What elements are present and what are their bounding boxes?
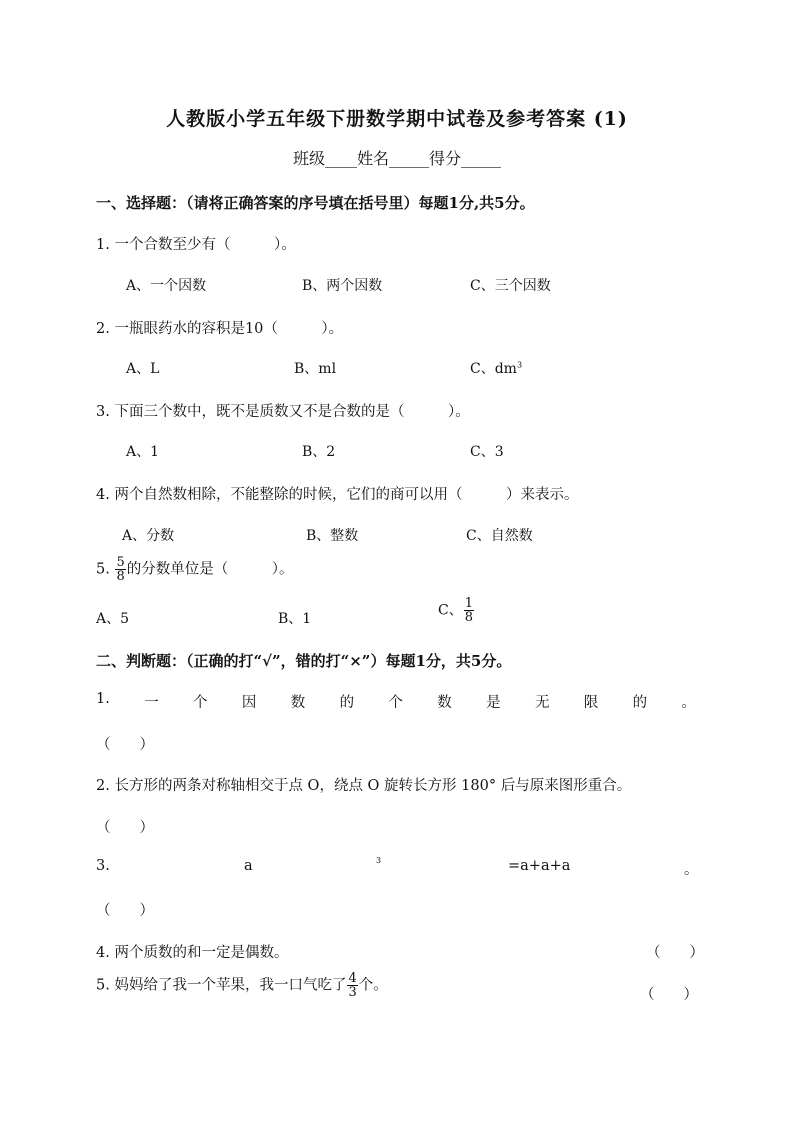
answer-paren-2-5[interactable]: （ ） bbox=[640, 987, 698, 1003]
student-info-line: 班级____姓名_____得分_____ bbox=[292, 149, 501, 168]
judge-question-2: 2. 长方形的两条对称轴相交于点 O，绕点 O 旋转长方形 180° 后与原来图形重合。 bbox=[96, 778, 632, 794]
question-1-3: 3. 下面三个数中，既不是质数又不是合数的是（ ）。 bbox=[96, 404, 470, 420]
option-1-3-a: A、1 bbox=[126, 444, 160, 460]
answer-paren-2-3[interactable]: （ ） bbox=[96, 903, 154, 919]
page-title: 人教版小学五年级下册数学期中试卷及参考答案 (1) bbox=[166, 108, 628, 130]
question-1-4: 4. 两个自然数相除，不能整除的时候，它们的商可以用（ ）来表示。 bbox=[96, 487, 579, 503]
option-1-4-a: A、分数 bbox=[122, 528, 175, 544]
option-1-5-c: C、 $\frac{1}{8}$ bbox=[438, 596, 473, 625]
superscript-3: 3 bbox=[516, 360, 523, 370]
judge-question-5: 5. 妈妈给了我一个苹果，我一口气吃了 $\frac{4}{3}$ 个。 bbox=[96, 971, 388, 1000]
section-1-heading: 一、选择题：（请将正确答案的序号填在括号里）每题1分,共5分。 bbox=[96, 194, 535, 212]
fraction-5-8: $\frac{5}{8}$ bbox=[116, 555, 125, 584]
question-1-5: 5. $\frac{5}{8}$ 的分数单位是（ ）。 bbox=[96, 555, 294, 584]
answer-paren-2-2[interactable]: （ ） bbox=[96, 820, 154, 836]
fraction-4-3: $\frac{4}{3}$ bbox=[348, 971, 357, 1000]
option-1-3-c: C、3 bbox=[470, 444, 504, 460]
option-1-5-a: A、5 bbox=[96, 611, 130, 627]
option-1-2-c: C、$dm^3$ bbox=[470, 360, 523, 377]
question-1-2: 2. 一瓶眼药水的容积是10（ ）。 bbox=[96, 321, 344, 337]
judge-question-3-exponent: 3 bbox=[376, 856, 382, 865]
option-1-4-c: C、自然数 bbox=[466, 528, 533, 544]
judge-question-3-number: 3. bbox=[96, 858, 110, 874]
question-1-1: 1. 一个合数至少有（ ）。 bbox=[96, 237, 296, 253]
option-1-1-a: A、一个因数 bbox=[126, 278, 207, 294]
section-2-heading: 二、判断题：（正确的打“√”，错的打“×”）每题1分，共5分。 bbox=[96, 652, 512, 670]
fraction-1-8: $\frac{1}{8}$ bbox=[464, 596, 473, 625]
judge-question-4: 4. 两个质数的和一定是偶数。 bbox=[96, 945, 289, 961]
option-1-3-b: B、2 bbox=[302, 444, 336, 460]
option-1-5-b: B、1 bbox=[278, 611, 312, 627]
option-1-2-b: B、ml bbox=[294, 361, 337, 377]
option-1-1-c: C、三个因数 bbox=[470, 278, 551, 294]
answer-paren-2-1[interactable]: （ ） bbox=[96, 737, 154, 753]
judge-question-3-a: a bbox=[244, 858, 253, 874]
option-1-2-a: A、L bbox=[126, 361, 160, 377]
judge-question-3-period: 。 bbox=[684, 862, 699, 878]
judge-question-1: 1. 一 个 因 数 的 个 数 是 无 限 的 。 bbox=[96, 691, 696, 711]
option-1-4-b: B、整数 bbox=[306, 528, 359, 544]
answer-paren-2-4[interactable]: （ ） bbox=[646, 945, 704, 961]
judge-question-3-expression: =a+a+a bbox=[508, 858, 571, 874]
option-1-1-b: B、两个因数 bbox=[302, 278, 383, 294]
